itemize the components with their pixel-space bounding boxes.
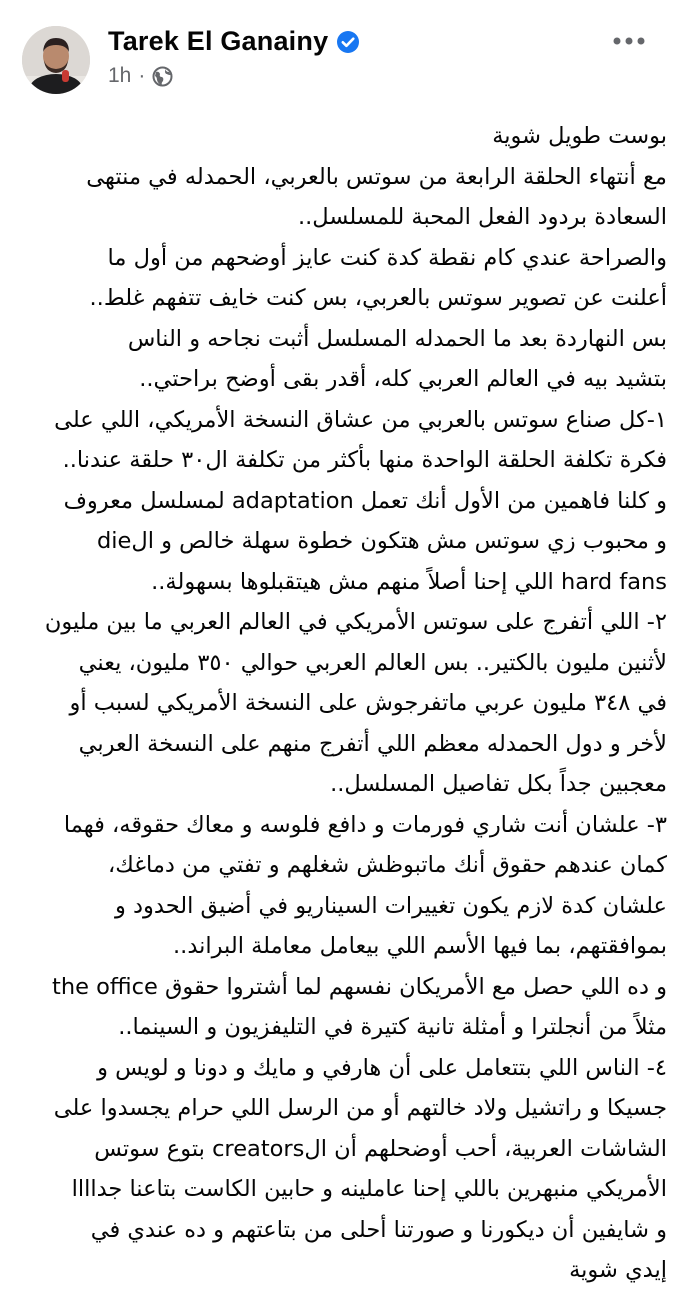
post-line: بموافقتهم، بما فيها الأسم اللي بيعامل معاملة البراند.. [173,933,667,959]
post-line: فكرة تكلفة الحلقة الواحدة منها بأكثر من تكلفة ال٣٠ حلقة عندنا.. [62,447,667,473]
more-options-button[interactable] [609,26,649,56]
post-line: بوست طويل شوية [492,123,667,149]
author-line [108,26,360,57]
author-avatar[interactable] [22,26,90,94]
post-line: و شايفين أن ديكورنا و صورتنا أحلى من بتاعتهم و ده عندي في [90,1216,667,1243]
post-line: كمان عندهم حقوق أنك ماتبوظش شغلهم و تفتي من دماغك، [107,852,667,878]
post-line: مثلاً من أنجلترا و أمثلة تانية كتيرة في التليفزيون و السينما.. [118,1014,667,1040]
globe-icon[interactable] [152,66,173,87]
post-line: والصراحة عندي كام نقطة كدة كنت عايز أوضحهم من أول ما [107,244,667,271]
post-line: ٤- الناس اللي بتتعامل على أن هارفي و مايك و دونا و لويس و [97,1054,667,1081]
post-line: و ده اللي حصل مع الأمريكان نفسهم لما أشتروا حقوق the office [52,973,667,1000]
post-line: بتشيد بيه في العالم العربي كله، أقدر بقى أوضح براحتي.. [139,366,667,392]
post-line: الأمريكي منبهرين باللي إحنا عاملينه و حابين الكاست بتاعنا جداااا [71,1176,667,1202]
post-line: في ٣٤٨ مليون عربي ماتفرجوش على النسخة الأمريكي لسبب أو [69,690,667,716]
post-meta [108,64,173,88]
post-header [0,0,689,110]
post-line: لأثنين مليون بالكتير.. بس العالم العربي حوالي ٣٥٠ مليون، يعني [78,649,667,676]
post-line: السعادة بردود الفعل المحبة للمسلسل.. [297,204,667,230]
more-options-icon [613,37,645,45]
post-line: hard fans اللي إحنا أصلاً منهم مش هيتقبلوها بسهولة.. [151,568,667,595]
post-line: إيدي شوية [569,1257,667,1283]
meta-separator: · [138,64,146,87]
post-line: و كلنا فاهمين من الأول أنك تعمل adaptation لمسلسل معروف [63,487,667,514]
author-name[interactable]: Tarek El Ganainy [108,26,329,56]
verified-badge-icon [336,30,360,54]
post-line: أعلنت عن تصوير سوتس بالعربي، بس كنت خايف تتفهم غلط.. [89,285,667,311]
post-line: بس النهاردة بعد ما الحمدله المسلسل أثبت نجاحه و الناس [127,325,667,352]
post-line: ١-كل صناع سوتس بالعربي من عشاق النسخة الأمريكي، اللي على [54,406,667,433]
post-line: ٣- علشان أنت شاري فورمات و دافع فلوسه و معاك حقوقه، فهما [63,811,667,838]
post-line: الشاشات العربية، أحب أوضحلهم أن الcreators بتوع سوتس [94,1135,667,1162]
post-line: مع أنتهاء الحلقة الرابعة من سوتس بالعربي، الحمدله في منتهى [86,163,667,190]
post-line: و محبوب زي سوتس مش هتكون خطوة سهلة خالص و الdie [97,528,667,554]
post-line: لأخر و دول الحمدله معظم اللي أتفرج منهم على النسخة العربي [78,730,667,757]
post-line: ٢- اللي أتفرج على سوتس الأمريكي في العالم العربي ما بين مليون [44,609,667,635]
post-line: علشان كدة لازم يكون تغييرات السيناريو في أضيق الحدود و [115,892,667,919]
post-line: معجبين جداً بكل تفاصيل المسلسل.. [330,771,667,797]
post-timestamp[interactable]: 1h [108,64,132,87]
post-line: جسيكا و راتشيل ولاد خالتهم أو من الرسل اللي حرام يجسدوا على [53,1095,667,1121]
post-text [22,116,667,1291]
